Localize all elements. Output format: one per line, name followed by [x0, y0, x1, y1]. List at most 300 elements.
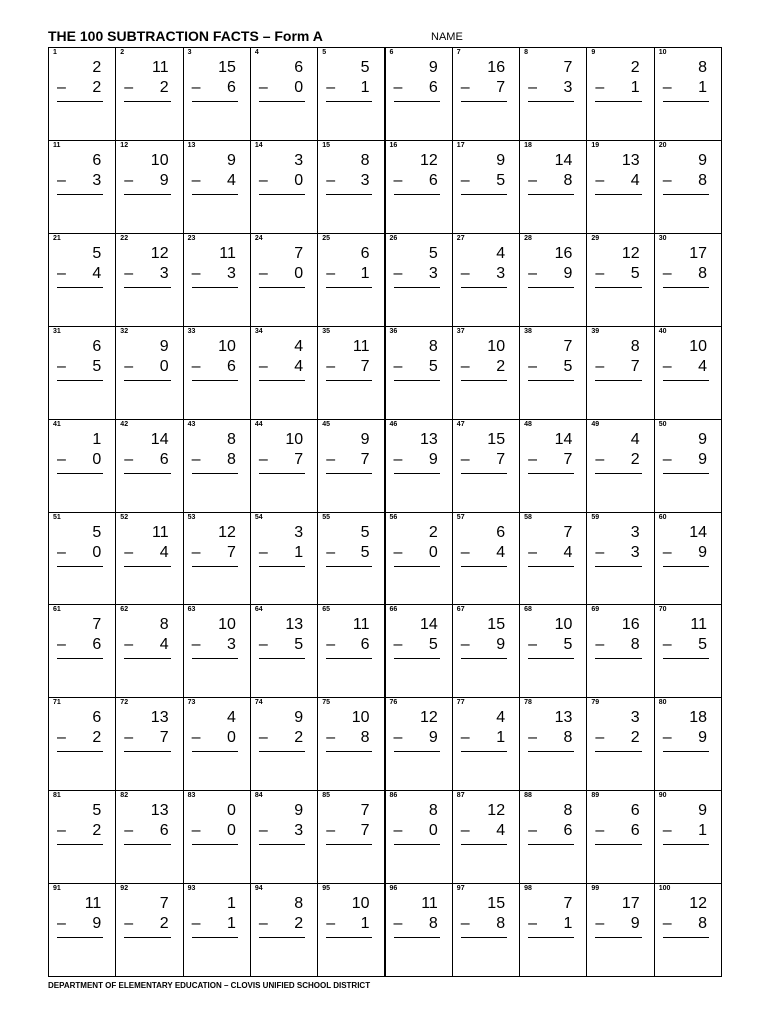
subtrahend: 2 — [294, 915, 304, 933]
minuend: 13 — [621, 151, 640, 169]
answer-line[interactable] — [528, 473, 574, 474]
problem-number: 52 — [120, 513, 129, 521]
problem-cell — [453, 884, 520, 977]
answer-line[interactable] — [461, 566, 507, 567]
minuend: 5 — [92, 802, 102, 820]
subtrahend: 4 — [159, 543, 169, 561]
minus-sign: – — [393, 729, 403, 747]
problem-cell — [655, 513, 722, 606]
subtrahend: 5 — [428, 636, 438, 654]
answer-line[interactable] — [663, 751, 709, 752]
minuend: 2 — [428, 523, 438, 541]
subtrahend: 9 — [496, 636, 506, 654]
answer-line[interactable] — [528, 937, 574, 938]
problem-number: 14 — [254, 141, 263, 149]
problem-number: 54 — [254, 513, 263, 521]
problem-cell — [49, 698, 116, 791]
subtrahend: 7 — [563, 450, 573, 468]
answer-line[interactable] — [57, 194, 103, 195]
answer-line[interactable] — [326, 194, 371, 195]
problem-cell — [587, 234, 654, 327]
minuend: 4 — [294, 337, 304, 355]
problem-number: 27 — [456, 234, 465, 242]
answer-line[interactable] — [528, 287, 574, 288]
subtrahend: 5 — [698, 636, 707, 654]
answer-line[interactable] — [259, 194, 305, 195]
minus-sign: – — [57, 822, 66, 840]
minuend: 13 — [420, 430, 438, 448]
answer-line[interactable] — [326, 844, 371, 845]
answer-line[interactable] — [259, 937, 305, 938]
minuend: 13 — [285, 616, 304, 634]
problem-number: 69 — [591, 606, 600, 614]
minuend: 4 — [226, 709, 236, 727]
problem-number: 82 — [120, 792, 129, 800]
minuend: 10 — [218, 616, 236, 634]
minus-sign: – — [124, 915, 134, 933]
problem-cell — [116, 327, 183, 420]
answer-line[interactable] — [528, 194, 574, 195]
minus-sign: – — [57, 264, 66, 282]
answer-line[interactable] — [461, 101, 507, 102]
subtrahend: 7 — [294, 450, 304, 468]
answer-line[interactable] — [663, 658, 709, 659]
minus-sign: – — [460, 729, 470, 747]
answer-line[interactable] — [57, 658, 103, 659]
subtrahend: 7 — [496, 450, 506, 468]
answer-line[interactable] — [663, 380, 709, 381]
answer-line[interactable] — [595, 937, 641, 938]
subtrahend: 5 — [294, 636, 304, 654]
problem-number: 59 — [591, 513, 600, 521]
answer-line[interactable] — [461, 658, 507, 659]
answer-line[interactable] — [124, 101, 170, 102]
minus-sign: – — [528, 79, 537, 96]
answer-line[interactable] — [124, 751, 170, 752]
answer-line[interactable] — [394, 473, 440, 474]
subtrahend: 8 — [496, 915, 506, 933]
problem-number: 30 — [658, 234, 667, 242]
answer-line[interactable] — [192, 937, 238, 938]
minuend: 6 — [92, 151, 102, 169]
minus-sign: – — [460, 171, 470, 189]
minus-sign: – — [124, 450, 134, 468]
problem-cell — [49, 234, 116, 327]
minuend: 7 — [159, 895, 169, 913]
minuend: 8 — [698, 59, 707, 76]
problem-cell — [520, 420, 587, 513]
subtrahend: 1 — [360, 79, 370, 96]
minuend: 9 — [294, 709, 304, 727]
problem-cell — [318, 884, 385, 977]
minus-sign: – — [595, 450, 605, 468]
problem-cell — [386, 884, 453, 977]
answer-line[interactable] — [326, 751, 371, 752]
subtrahend: 7 — [226, 543, 236, 561]
answer-line[interactable] — [663, 937, 709, 938]
problem-cell — [49, 513, 116, 606]
answer-line[interactable] — [461, 473, 507, 474]
answer-line[interactable] — [394, 101, 440, 102]
answer-line[interactable] — [192, 658, 238, 659]
subtrahend: 1 — [630, 79, 640, 96]
minus-sign: – — [393, 171, 403, 189]
minus-sign: – — [326, 357, 336, 375]
answer-line[interactable] — [259, 658, 305, 659]
answer-line[interactable] — [528, 844, 574, 845]
minuend: 13 — [150, 802, 169, 820]
answer-line[interactable] — [461, 287, 507, 288]
answer-line[interactable] — [394, 937, 440, 938]
problem-number: 60 — [658, 513, 667, 521]
minus-sign: – — [191, 729, 201, 747]
answer-line[interactable] — [528, 380, 574, 381]
problem-cell — [251, 884, 318, 977]
answer-line[interactable] — [595, 658, 641, 659]
problem-cell — [251, 48, 318, 141]
problem-number: 22 — [120, 234, 129, 242]
subtrahend: 0 — [226, 822, 236, 840]
minus-sign: – — [124, 264, 134, 282]
problem-cell — [587, 791, 654, 884]
answer-line[interactable] — [259, 473, 305, 474]
problem-number: 88 — [524, 792, 532, 800]
minus-sign: – — [258, 79, 268, 96]
answer-line[interactable] — [663, 844, 709, 845]
subtrahend: 9 — [630, 915, 640, 933]
minus-sign: – — [57, 729, 66, 747]
problem-number: 53 — [187, 513, 196, 521]
minuend: 3 — [294, 523, 304, 541]
problem-number: 13 — [187, 141, 196, 149]
minus-sign: – — [124, 79, 134, 96]
problem-number: 16 — [389, 141, 398, 149]
answer-line[interactable] — [595, 566, 641, 567]
minus-sign: – — [191, 264, 201, 282]
problem-number: 28 — [524, 234, 532, 242]
subtrahend: 7 — [360, 822, 370, 840]
minuend: 8 — [294, 895, 304, 913]
problem-number: 90 — [658, 792, 667, 800]
problem-number: 96 — [389, 885, 398, 893]
problem-cell — [587, 48, 654, 141]
subtrahend: 1 — [294, 543, 304, 561]
answer-line[interactable] — [663, 566, 709, 567]
answer-line[interactable] — [394, 194, 440, 195]
answer-line[interactable] — [326, 566, 371, 567]
minuend: 12 — [218, 523, 236, 541]
problem-number: 73 — [187, 699, 196, 707]
answer-line[interactable] — [461, 751, 507, 752]
answer-line[interactable] — [461, 937, 507, 938]
answer-line[interactable] — [528, 658, 574, 659]
problem-number: 70 — [658, 606, 667, 614]
minuend: 12 — [487, 802, 506, 820]
minus-sign: – — [326, 822, 336, 840]
problem-number: 33 — [187, 327, 196, 335]
minus-sign: – — [57, 450, 66, 468]
minus-sign: – — [528, 636, 537, 654]
minus-sign: – — [528, 729, 537, 747]
minus-sign: – — [595, 171, 605, 189]
minus-sign: – — [393, 543, 403, 561]
problem-number: 50 — [658, 420, 667, 428]
problem-cell — [184, 327, 251, 420]
answer-line[interactable] — [461, 844, 507, 845]
answer-line[interactable] — [595, 194, 641, 195]
problem-number: 91 — [53, 885, 61, 893]
subtrahend: 4 — [159, 636, 169, 654]
problem-number: 40 — [658, 327, 667, 335]
answer-line[interactable] — [192, 566, 238, 567]
subtrahend: 9 — [698, 543, 707, 561]
problem-cell — [184, 234, 251, 327]
minus-sign: – — [393, 636, 403, 654]
problem-cell — [251, 327, 318, 420]
answer-line[interactable] — [57, 844, 103, 845]
minus-sign: – — [528, 171, 537, 189]
subtrahend: 6 — [159, 822, 169, 840]
subtrahend: 6 — [630, 822, 640, 840]
minuend: 7 — [294, 244, 304, 262]
subtrahend: 7 — [360, 357, 370, 375]
answer-line[interactable] — [394, 287, 440, 288]
minuend: 10 — [285, 430, 304, 448]
answer-line[interactable] — [124, 473, 170, 474]
answer-line[interactable] — [124, 380, 170, 381]
answer-line[interactable] — [326, 380, 371, 381]
answer-line[interactable] — [192, 101, 238, 102]
problem-number: 41 — [53, 420, 61, 428]
answer-line[interactable] — [595, 844, 641, 845]
answer-line[interactable] — [528, 751, 574, 752]
problem-cell — [251, 605, 318, 698]
subtrahend: 3 — [294, 822, 304, 840]
minus-sign: – — [191, 450, 201, 468]
answer-line[interactable] — [124, 844, 170, 845]
answer-line[interactable] — [259, 844, 305, 845]
problem-number: 2 — [120, 49, 125, 56]
answer-line[interactable] — [192, 751, 238, 752]
minus-sign: – — [326, 171, 336, 189]
problem-cell — [318, 698, 385, 791]
problem-cell — [520, 513, 587, 606]
minus-sign: – — [595, 79, 605, 96]
problem-cell — [116, 48, 183, 141]
minuend: 10 — [351, 895, 370, 913]
answer-line[interactable] — [259, 287, 305, 288]
problem-number: 8 — [524, 49, 528, 56]
minus-sign: – — [460, 636, 470, 654]
problem-cell — [655, 605, 722, 698]
minus-sign: – — [528, 357, 537, 375]
subtrahend: 4 — [226, 171, 236, 189]
minuend: 7 — [360, 802, 370, 820]
answer-line[interactable] — [663, 473, 709, 474]
minus-sign: – — [528, 543, 537, 561]
answer-line[interactable] — [192, 194, 238, 195]
subtrahend: 3 — [630, 543, 640, 561]
answer-line[interactable] — [57, 566, 103, 567]
subtrahend: 4 — [496, 822, 506, 840]
minus-sign: – — [258, 543, 268, 561]
answer-line[interactable] — [595, 751, 641, 752]
answer-line[interactable] — [461, 194, 507, 195]
answer-line[interactable] — [124, 566, 170, 567]
minus-sign: – — [662, 450, 672, 468]
problem-cell — [453, 234, 520, 327]
minus-sign: – — [258, 450, 268, 468]
answer-line[interactable] — [192, 380, 238, 381]
minus-sign: – — [460, 264, 470, 282]
subtrahend: 6 — [92, 636, 102, 654]
subtrahend: 0 — [92, 450, 102, 468]
subtrahend: 8 — [428, 915, 438, 933]
answer-line[interactable] — [259, 566, 305, 567]
problem-cell — [386, 141, 453, 234]
minuend: 5 — [360, 59, 370, 76]
problem-cell — [520, 234, 587, 327]
answer-line[interactable] — [528, 566, 574, 567]
minuend: 3 — [630, 523, 640, 541]
answer-line[interactable] — [57, 101, 103, 102]
minuend: 9 — [496, 151, 506, 169]
minuend: 2 — [630, 59, 640, 76]
answer-line[interactable] — [394, 658, 440, 659]
problem-number: 25 — [322, 234, 330, 242]
answer-line[interactable] — [259, 380, 305, 381]
problem-grid — [48, 47, 722, 977]
problem-cell — [49, 420, 116, 513]
minuend: 11 — [84, 895, 102, 913]
problem-cell — [116, 513, 183, 606]
minuend: 13 — [554, 709, 573, 727]
problem-number: 24 — [254, 234, 263, 242]
minus-sign: – — [124, 357, 134, 375]
answer-line[interactable] — [124, 658, 170, 659]
subtrahend: 7 — [360, 450, 370, 468]
subtrahend: 6 — [563, 822, 573, 840]
subtrahend: 5 — [92, 357, 102, 375]
problem-cell — [453, 141, 520, 234]
problem-number: 65 — [322, 606, 330, 614]
answer-line[interactable] — [57, 473, 103, 474]
answer-line[interactable] — [326, 658, 371, 659]
subtrahend: 0 — [159, 357, 169, 375]
problem-cell — [318, 141, 385, 234]
answer-line[interactable] — [595, 380, 641, 381]
answer-line[interactable] — [326, 101, 371, 102]
subtrahend: 1 — [360, 264, 370, 282]
answer-line[interactable] — [595, 473, 641, 474]
answer-line[interactable] — [124, 287, 170, 288]
answer-line[interactable] — [57, 380, 103, 381]
answer-line[interactable] — [124, 194, 170, 195]
answer-line[interactable] — [595, 287, 641, 288]
answer-line[interactable] — [394, 380, 440, 381]
answer-line[interactable] — [124, 937, 170, 938]
problem-number: 71 — [53, 699, 61, 707]
answer-line[interactable] — [394, 751, 440, 752]
minus-sign: – — [124, 543, 134, 561]
problem-cell — [587, 513, 654, 606]
answer-line[interactable] — [595, 101, 641, 102]
subtrahend: 2 — [92, 79, 102, 96]
answer-line[interactable] — [57, 751, 103, 752]
subtrahend: 3 — [226, 264, 236, 282]
answer-line[interactable] — [326, 287, 371, 288]
answer-line[interactable] — [663, 194, 709, 195]
answer-line[interactable] — [259, 751, 305, 752]
minuend: 7 — [563, 59, 573, 76]
minuend: 11 — [219, 244, 236, 262]
problem-number: 87 — [456, 792, 465, 800]
answer-line[interactable] — [663, 287, 709, 288]
subtrahend: 0 — [92, 543, 102, 561]
answer-line[interactable] — [326, 473, 371, 474]
problem-number: 100 — [658, 885, 671, 893]
answer-line[interactable] — [394, 566, 440, 567]
subtrahend: 3 — [428, 264, 438, 282]
minuend: 12 — [689, 895, 707, 913]
minuend: 14 — [150, 430, 169, 448]
problem-number: 77 — [456, 699, 465, 707]
answer-line[interactable] — [192, 473, 238, 474]
answer-line[interactable] — [259, 101, 305, 102]
problem-number: 89 — [591, 792, 600, 800]
minuend: 6 — [294, 59, 304, 76]
answer-line[interactable] — [57, 287, 103, 288]
minus-sign: – — [662, 264, 672, 282]
problem-cell — [184, 884, 251, 977]
minus-sign: – — [326, 543, 336, 561]
subtrahend: 8 — [698, 264, 707, 282]
minus-sign: – — [460, 915, 470, 933]
problem-number: 31 — [53, 327, 61, 335]
problem-number: 84 — [254, 792, 263, 800]
minus-sign: – — [326, 636, 336, 654]
minus-sign: – — [393, 915, 403, 933]
answer-line[interactable] — [326, 937, 371, 938]
problem-cell — [251, 513, 318, 606]
problem-cell — [318, 48, 385, 141]
minuend: 17 — [689, 244, 707, 262]
subtrahend: 3 — [360, 171, 370, 189]
answer-line[interactable] — [57, 937, 103, 938]
subtrahend: 9 — [159, 171, 169, 189]
minuend: 8 — [360, 151, 370, 169]
problem-number: 78 — [524, 699, 532, 707]
answer-line[interactable] — [192, 287, 238, 288]
answer-line[interactable] — [528, 101, 574, 102]
minuend: 2 — [92, 59, 102, 76]
subtrahend: 8 — [563, 729, 573, 747]
subtrahend: 1 — [698, 79, 707, 96]
answer-line[interactable] — [663, 101, 709, 102]
problem-number: 49 — [591, 420, 600, 428]
problem-number: 5 — [322, 49, 327, 56]
minus-sign: – — [57, 79, 66, 96]
minuend: 5 — [92, 523, 102, 541]
minus-sign: – — [393, 79, 403, 96]
problem-number: 58 — [524, 513, 532, 521]
minuend: 8 — [159, 616, 169, 634]
answer-line[interactable] — [461, 380, 507, 381]
minus-sign: – — [191, 636, 201, 654]
answer-line[interactable] — [394, 844, 440, 845]
subtrahend: 2 — [159, 79, 169, 96]
answer-line[interactable] — [192, 844, 238, 845]
